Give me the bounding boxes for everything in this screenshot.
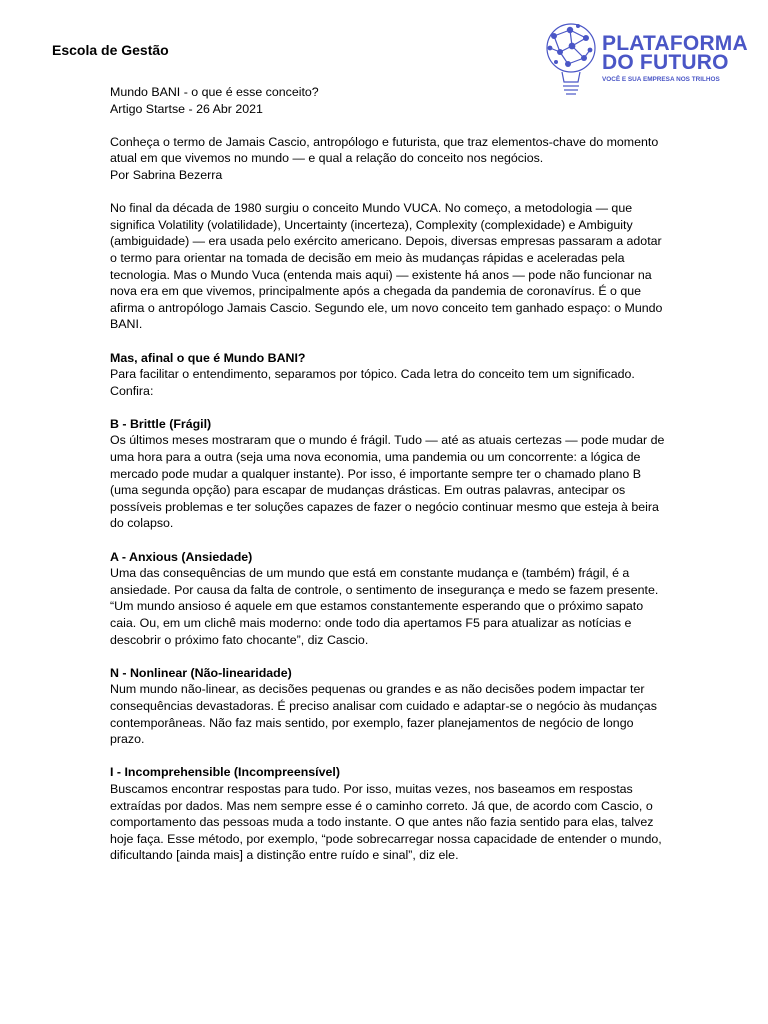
section-text-nonlinear: Num mundo não-linear, as decisões pequenas ou grandes e as não decisões podem impactar ter consequências devastadoras. É preciso analisar com cuidado e adaptar-se o negócio às mudanças contemporâneas. Não faz mais sentido, por exemplo, fazer planejamentos de negócio de longo prazo.: [110, 682, 657, 747]
logo-text-line2: DO FUTURO: [602, 51, 729, 74]
section-heading-anxious: A - Anxious (Ansiedade): [110, 549, 253, 564]
section-text-brittle: Os últimos meses mostraram que o mundo é frágil. Tudo — até as atuais certezas — pode mudar de uma hora para a outra (seja uma nova economia, uma pandemia ou um concorrente: a lógica de mercado pode mudar a qualquer instante). Por isso, é importante sempre ter o chamado plano B (uma segunda opção) para escapar de mudanças drásticas. Em outras palavras, antecipar os possíveis problemas e ter soluções capazes de fazer o negócio continuar mesmo que esteja à beira do colapso.: [110, 433, 665, 531]
section-heading-what-is-bani: Mas, afinal o que é Mundo BANI?: [110, 350, 306, 365]
section-heading-brittle: B - Brittle (Frágil): [110, 416, 212, 431]
logo-tagline: VOCÊ E SUA EMPRESA NOS TRILHOS: [602, 76, 720, 83]
section-heading-nonlinear: N - Nonlinear (Não-linearidade): [110, 665, 292, 680]
article-source: Artigo Startse - 26 Abr 2021: [110, 101, 263, 116]
logo-text-line1: PLATAFORMA: [602, 32, 748, 55]
section-text-what-is-bani: Para facilitar o entendimento, separamos por tópico. Cada letra do conceito tem um significado. Confira:: [110, 367, 635, 398]
article-paragraph-vuca: No final da década de 1980 surgiu o conceito Mundo VUCA. No começo, a metodologia — que significa Volatility (volatilidade), Uncertainty (incerteza), Complexity (complexidade) e Ambiguity (ambiguidade) — era usada pelo exército americano. Depois, diversas empresas passaram a adotar o termo para orientar na tomada de decisão em meio às mudanças rápidas e aceleradas pela tecnologia. Mas o Mundo Vuca (entenda mais aqui) — existente há anos — pode não funcionar na nova era em que vivemos, principalmente após a chegada da pandemia de coronavírus. É o que afirma o antropólogo Jamais Cascio. Segundo ele, um novo conceito tem ganhado espaço: o Mundo BANI.: [110, 201, 663, 332]
article-title: Mundo BANI - o que é esse conceito?: [110, 85, 319, 99]
article-intro: Conheça o termo de Jamais Cascio, antropólogo e futurista, que traz elementos-chave do momento atual em que vivemos no mundo — e qual a relação do conceito nos negócios.: [110, 134, 659, 166]
school-name: Escola de Gestão: [52, 42, 169, 58]
section-text-incomprehensible: Buscamos encontrar respostas para tudo. Por isso, muitas vezes, nos baseamos em respostas extraídas por dados. Mas nem sempre esse é o caminho correto. Já que, de acordo com Cascio, o comportamento das pessoas muda a todo instante. O que antes não fazia sentido para elas, talvez hoje faça. Esse método, por exemplo, “pode sobrecarregar nossa capacidade de entender o mundo, dificultando [ainda mais] a distinção entre ruído e sinal”, diz ele.: [110, 781, 662, 863]
section-text-anxious: Uma das consequências de um mundo que está em constante mudança e (também) frágil, é a ansiedade. Por causa da falta de controle, o sentimento de insegurança e medo se fazem presente. “Um mundo ansioso é aquele em que estamos constantemente esperando que o próximo sapato caia. Ou, em um clichê mais moderno: onde todo dia apertamos F5 para atualizar as notícias e descobrir o próximo fato chocante”, diz Cascio.: [110, 566, 659, 647]
section-heading-incomprehensible: I - Incomprehensible (Incompreensível): [110, 765, 340, 780]
article-byline: Por Sabrina Bezerra: [110, 167, 223, 182]
article-body: [110, 84, 670, 881]
